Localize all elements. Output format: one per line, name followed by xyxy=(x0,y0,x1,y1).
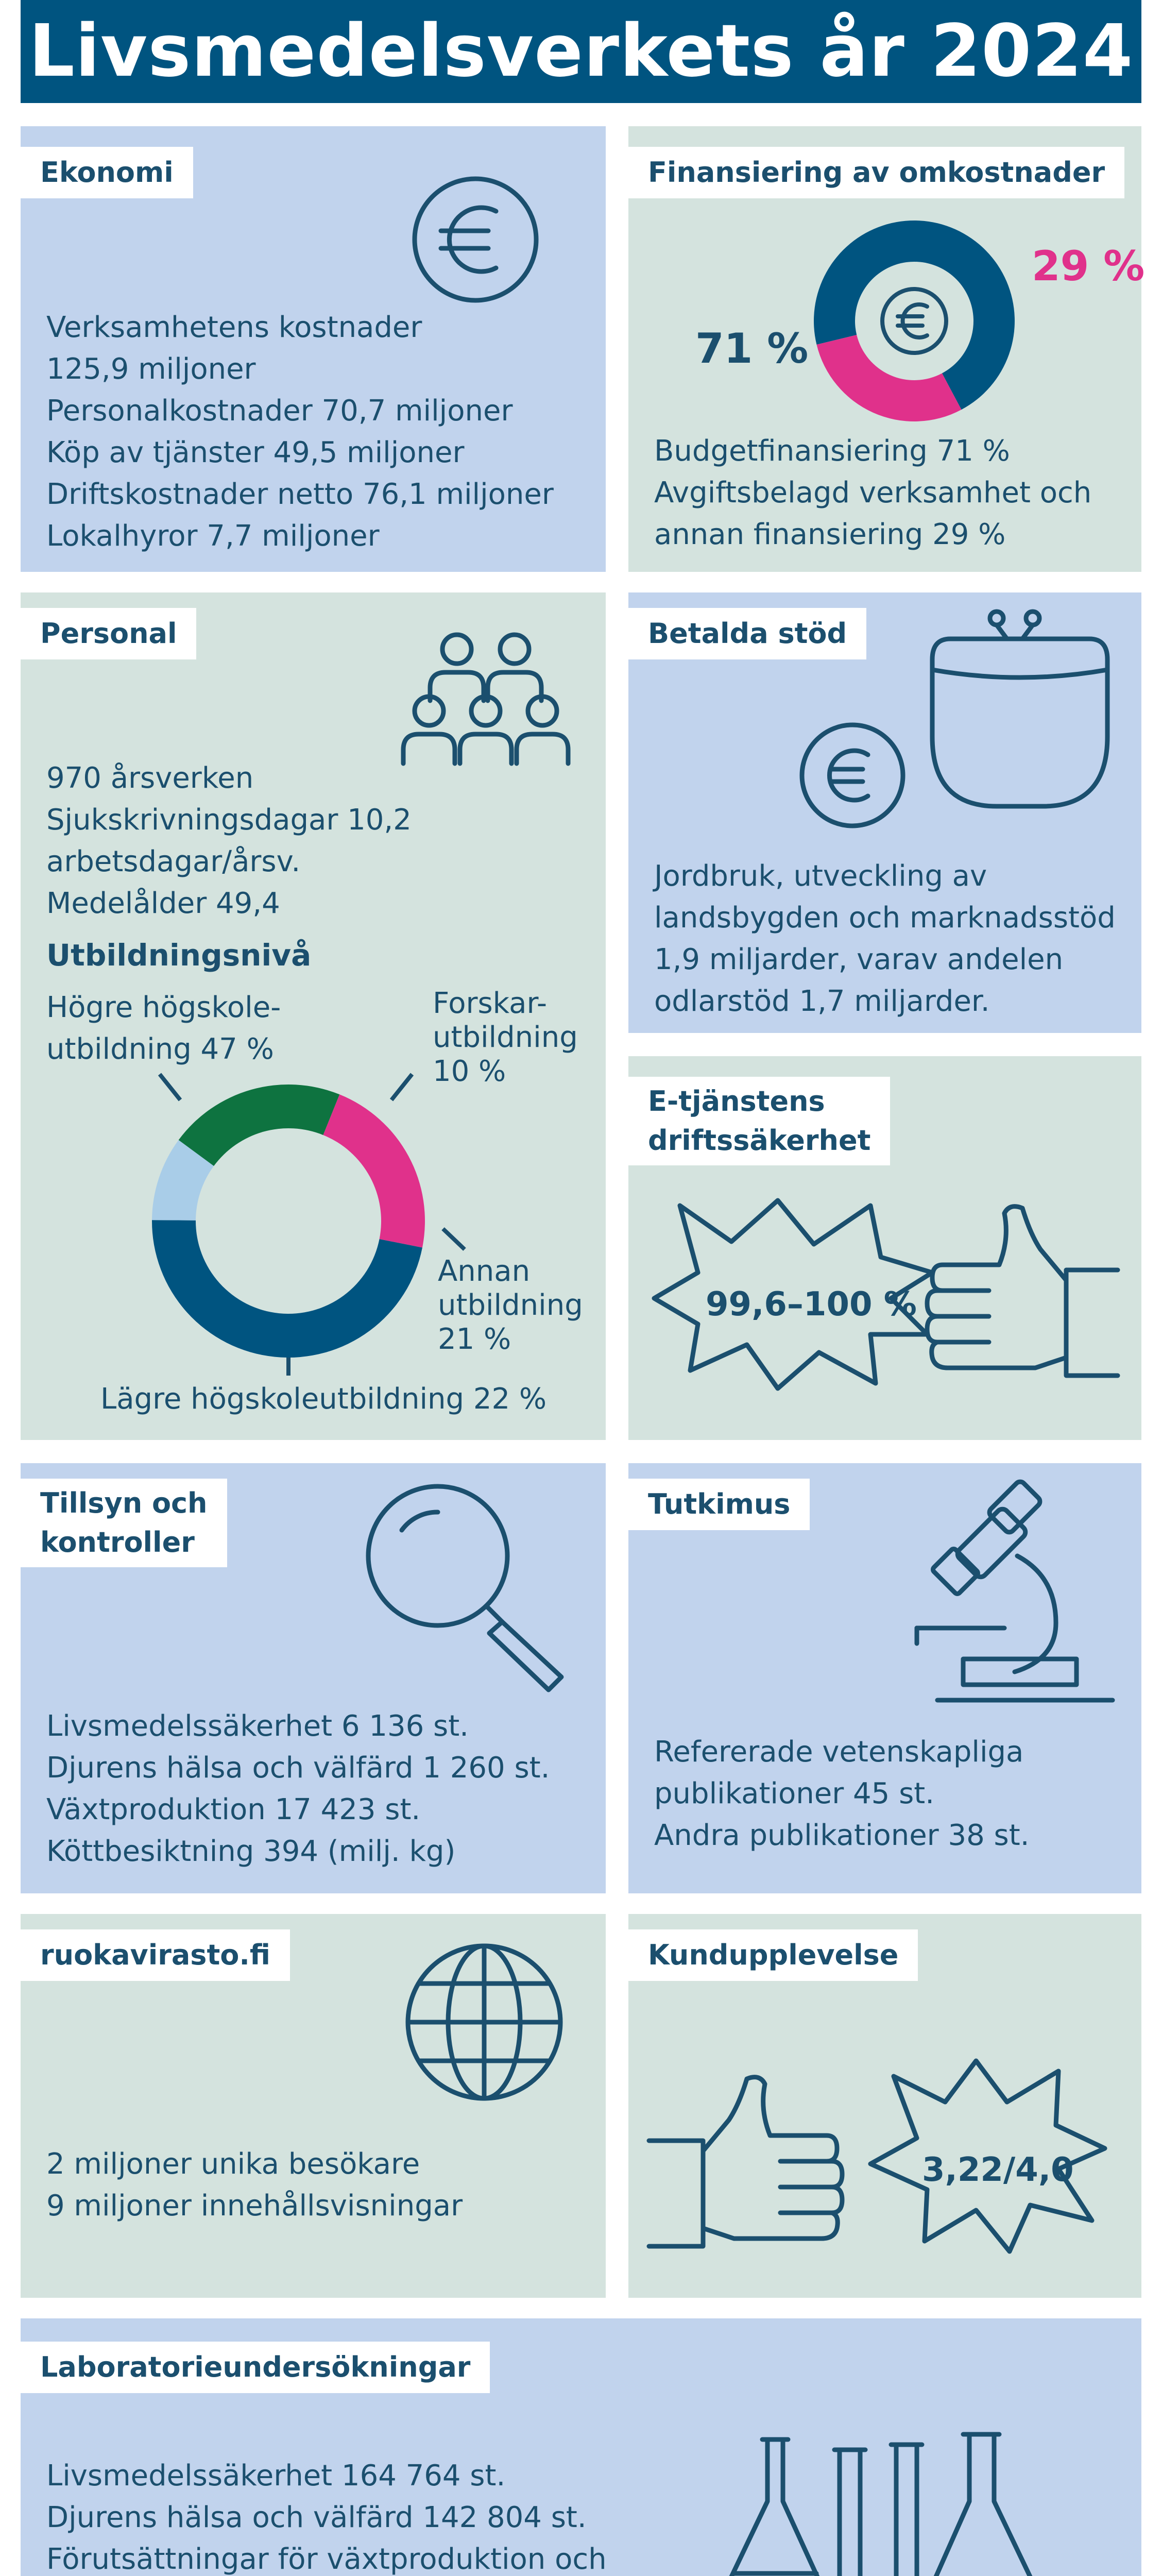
text-line: 2 miljoner unika besökare xyxy=(46,2147,420,2181)
purse-icon xyxy=(925,603,1120,819)
text-line: Driftskostnader netto 76,1 miljoner xyxy=(46,478,554,511)
text-line: odlarstöd 1,7 miljarder. xyxy=(654,985,990,1018)
euro-icon xyxy=(406,170,545,309)
panel-label: ruokavirasto.fi xyxy=(21,1929,290,1981)
panel-betalda-stod xyxy=(628,592,1141,1033)
text-line: utbildning xyxy=(438,1289,583,1322)
betalda-stod-text xyxy=(654,855,1116,1022)
text-line: Högre högskole- xyxy=(46,991,281,1024)
thumbs-up-icon xyxy=(646,2074,842,2259)
text-line: Avgiftsbelagd verksamhet och xyxy=(654,476,1092,510)
globe-icon xyxy=(402,1940,567,2105)
lab-text xyxy=(46,2455,607,2576)
label-line: E-tjänstens xyxy=(648,1085,825,1117)
magnifier-icon xyxy=(355,1479,572,1695)
panel-label: Ekonomi xyxy=(21,147,193,198)
text-line: Refererade vetenskapliga xyxy=(654,1735,1024,1769)
text-line: Jordbruk, utveckling av xyxy=(654,859,987,893)
text-line: Förutsättningar för växtproduktion och xyxy=(46,2543,607,2576)
text-line: Annan xyxy=(438,1255,531,1288)
text-line: Personalkostnader 70,7 miljoner xyxy=(46,394,513,428)
text-line: Köttbesiktning 394 (milj. kg) xyxy=(46,1835,456,1868)
panel-label: Betalda stöd xyxy=(628,608,866,659)
text-line: Lokalhyror 7,7 miljoner xyxy=(46,519,380,553)
donut-slice-1 xyxy=(152,1220,422,1358)
etjanst-value: 99,6–100 % xyxy=(706,1285,917,1324)
panel-personal xyxy=(21,592,606,1440)
text-line: Djurens hälsa och välfärd 142 804 st. xyxy=(46,2501,587,2534)
thumbs-up-icon xyxy=(932,1203,1123,1388)
panel-etjanst xyxy=(628,1056,1141,1440)
kund-value: 3,22/4,0 xyxy=(922,2151,1074,2189)
text-line: utbildning xyxy=(433,1021,578,1054)
financing-donut-chart xyxy=(811,218,1017,424)
euro-coin-icon xyxy=(796,719,909,832)
text-line: 125,9 miljoner xyxy=(46,352,256,386)
panel-ekonomi xyxy=(21,126,606,572)
microscope-icon xyxy=(907,1473,1123,1710)
text-line: 1,9 miljarder, varav andelen xyxy=(654,943,1064,976)
label-line: Tillsyn och xyxy=(40,1487,208,1519)
panel-kund xyxy=(628,1914,1141,2298)
panel-lab xyxy=(21,2318,1141,2576)
lab-flasks-icon xyxy=(706,2429,1076,2576)
avgift-percent: 29 % xyxy=(1032,242,1145,290)
panel-label: Finansiering av omkostnader xyxy=(628,147,1124,198)
text-line: Växtproduktion 17 423 st. xyxy=(46,1793,421,1826)
panel-finansiering xyxy=(628,126,1145,572)
finansiering-text xyxy=(654,430,1091,555)
text-line: annan finansiering 29 % xyxy=(654,518,1006,551)
panel-label: Personal xyxy=(21,608,196,659)
page-title: Livsmedelsverkets år 2024 xyxy=(28,9,1134,93)
panel-label xyxy=(21,1479,227,1567)
donut-slice-3 xyxy=(179,1084,340,1166)
text-line: Medelålder 49,4 xyxy=(46,887,280,920)
ekonomi-text xyxy=(46,307,554,557)
euro-icon xyxy=(882,289,946,353)
panel-label: Kundupplevelse xyxy=(628,1929,918,1981)
text-line: arbetsdagar/årsv. xyxy=(46,845,301,878)
text-line: Forskar- xyxy=(433,987,548,1020)
text-line: Livsmedelssäkerhet 6 136 st. xyxy=(46,1709,469,1743)
text-line: 970 årsverken xyxy=(46,761,254,795)
text-line: 21 % xyxy=(438,1323,511,1356)
panel-tutkimus xyxy=(628,1463,1141,1893)
page-header xyxy=(21,0,1141,103)
text-line: 10 % xyxy=(433,1055,506,1088)
tutkimus-text xyxy=(654,1731,1030,1856)
text-line: publikationer 45 st. xyxy=(654,1777,935,1810)
text-line: utbildning 47 % xyxy=(46,1032,274,1066)
text-line: 9 miljoner innehållsvisningar xyxy=(46,2189,463,2223)
text-line: Andra publikationer 38 st. xyxy=(654,1819,1030,1852)
label-lagre: Lägre högskoleutbildning 22 % xyxy=(100,1382,547,1416)
panel-label: Laboratorieundersökningar xyxy=(21,2342,490,2393)
text-line: Sjukskrivningsdagar 10,2 xyxy=(46,803,412,837)
text-line: Livsmedelssäkerhet 164 764 st. xyxy=(46,2459,506,2493)
text-line: Budgetfinansiering 71 % xyxy=(654,434,1010,468)
tillsyn-text xyxy=(46,1705,550,1872)
label-line: kontroller xyxy=(40,1526,195,1558)
label-line: driftssäkerhet xyxy=(648,1124,871,1157)
text-line: Djurens hälsa och välfärd 1 260 st. xyxy=(46,1751,550,1785)
utbildning-title: Utbildningsnivå xyxy=(46,938,312,973)
panel-label xyxy=(628,1077,890,1165)
education-donut-chart xyxy=(149,1082,428,1360)
text-line: Verksamhetens kostnader xyxy=(46,311,422,344)
text-line: landsbygden och marknadsstöd xyxy=(654,901,1116,935)
panel-label: Tutkimus xyxy=(628,1479,810,1530)
panel-tillsyn xyxy=(21,1463,606,1893)
donut-slice-4 xyxy=(323,1094,425,1247)
web-text xyxy=(46,2143,463,2227)
budget-percent: 71 % xyxy=(695,325,809,372)
donut-slice-2 xyxy=(816,335,961,421)
leader-line xyxy=(443,1229,465,1249)
text-line: Köp av tjänster 49,5 miljoner xyxy=(46,436,465,469)
panel-web xyxy=(21,1914,606,2298)
